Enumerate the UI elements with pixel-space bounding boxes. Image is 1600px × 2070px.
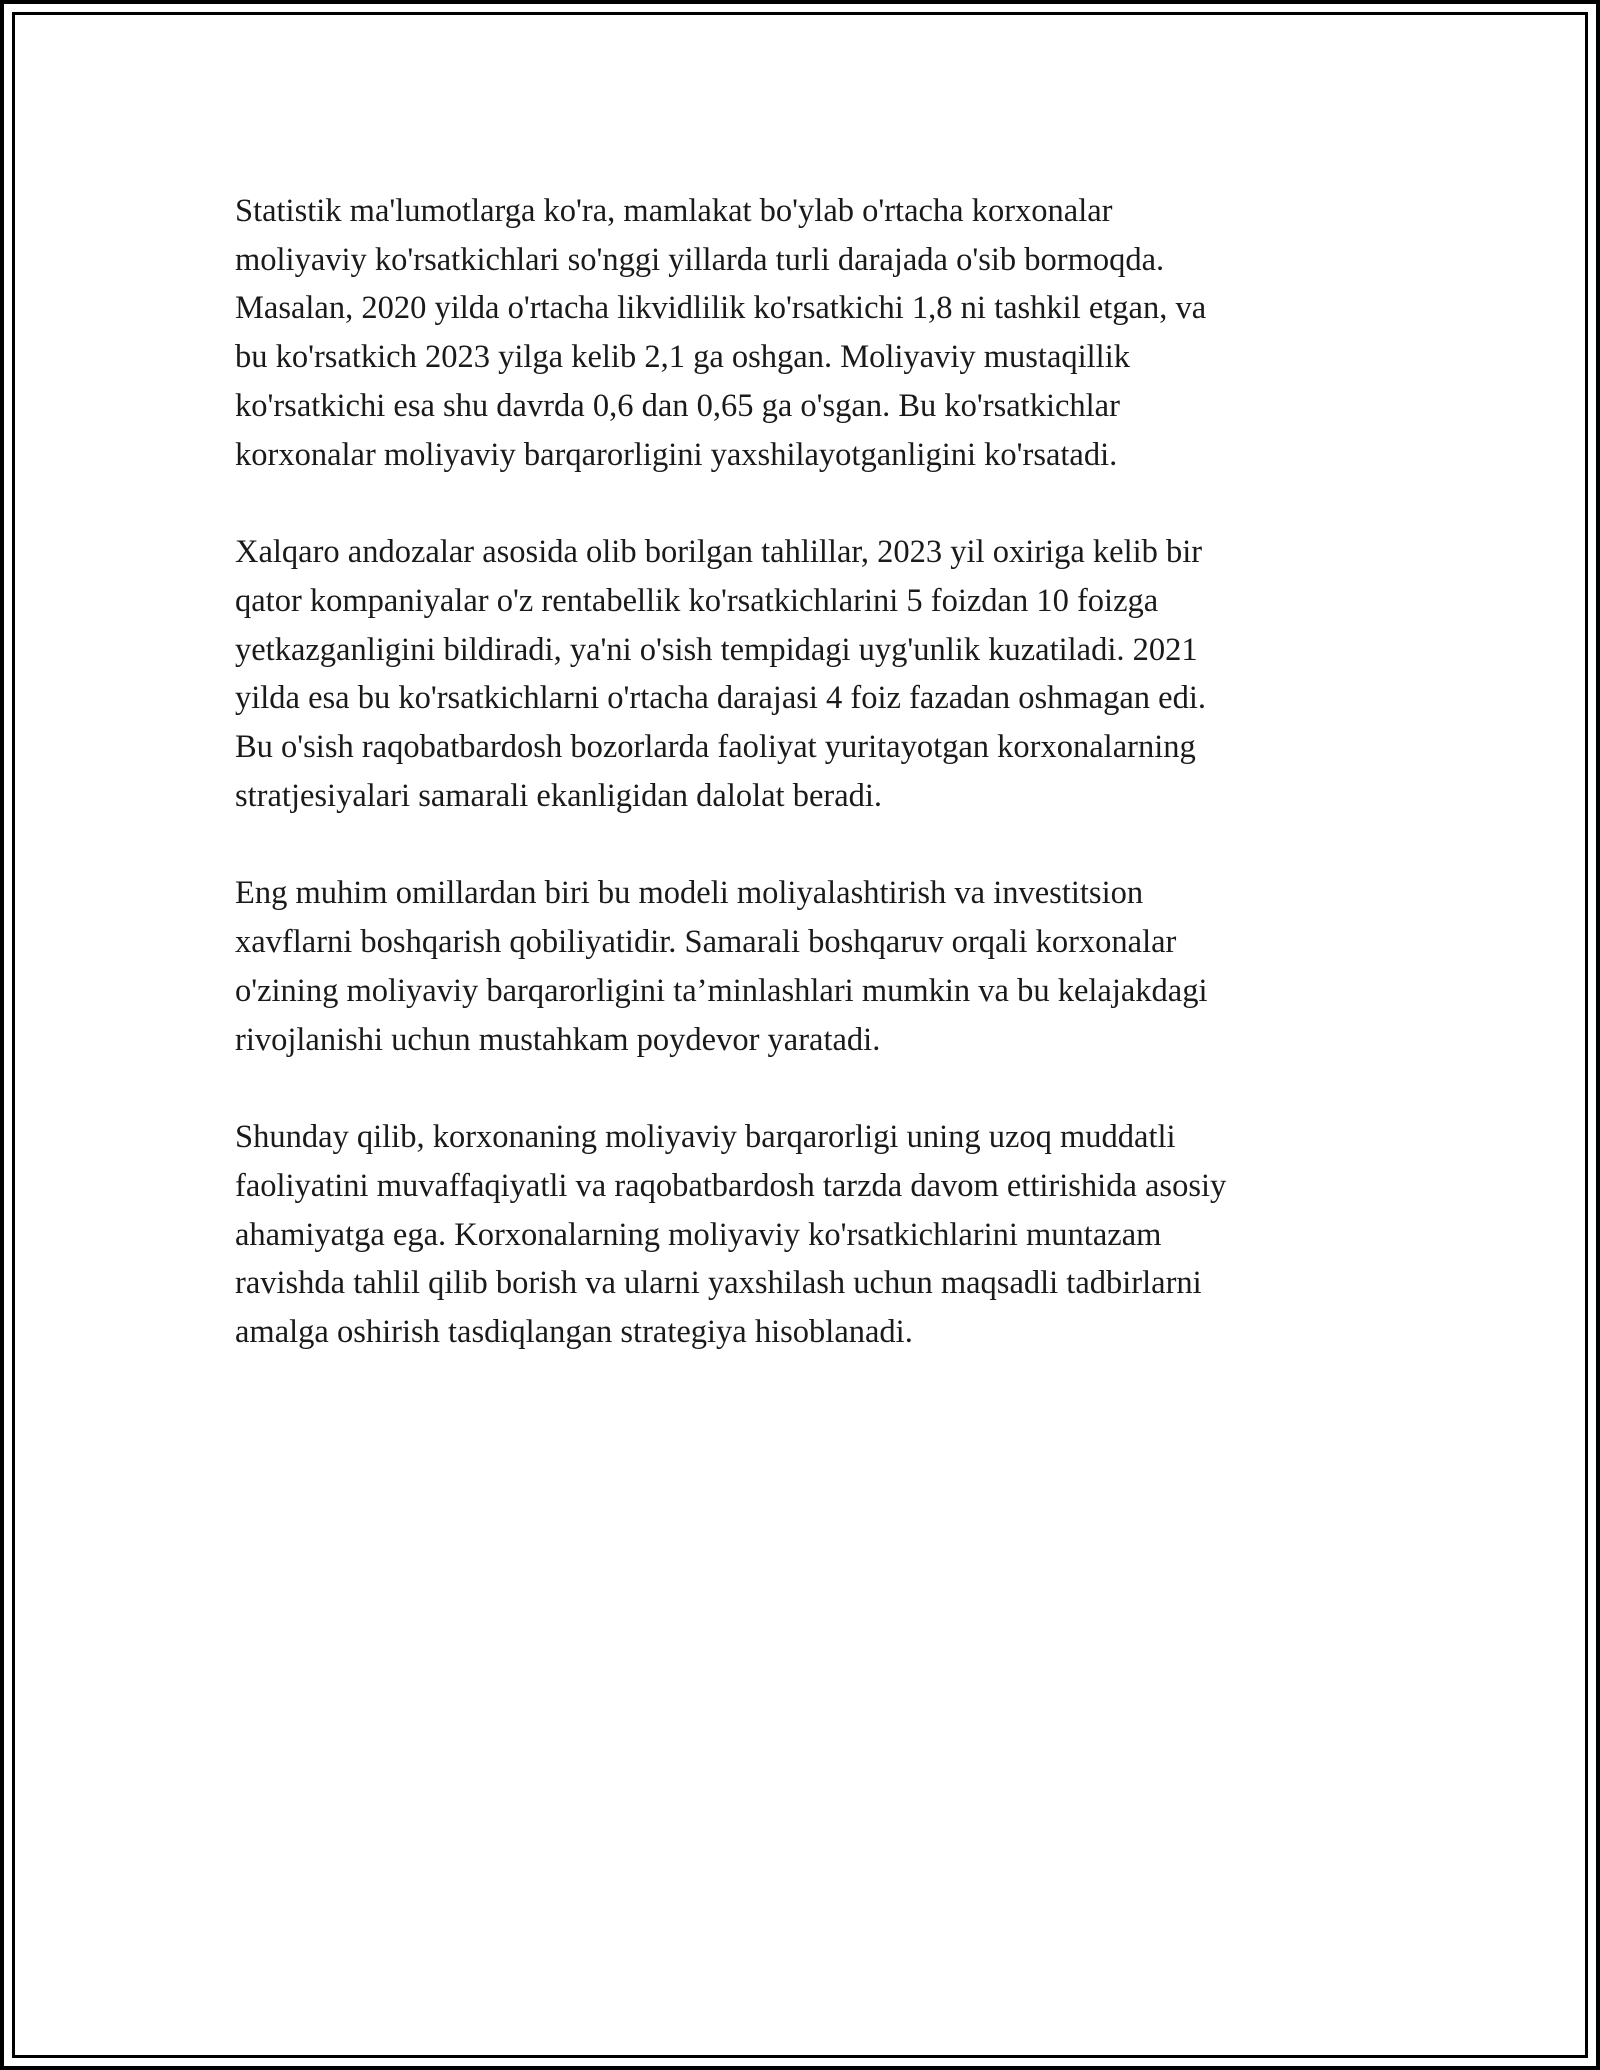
text-line: bu ko'rsatkich 2023 yilga kelib 2,1 ga oshgan. Moliyaviy mustaqillik	[235, 339, 1130, 376]
text-line: ravishda tahlil qilib borish va ularni yaxshilash uchun maqsadli tadbirlarni	[235, 1265, 1202, 1302]
text-line: xavflarni boshqarish qobiliyatidir. Samarali boshqaruv orqali korxonalar	[235, 924, 1177, 961]
text-line: Eng muhim omillardan biri bu modeli moliyalashtirish va investitsion	[235, 875, 1144, 912]
text-line: ahamiyatga ega. Korxonalarning moliyaviy ko'rsatkichlarini muntazam	[235, 1216, 1162, 1253]
paragraph-2	[235, 528, 1375, 820]
paragraph-4	[235, 1113, 1375, 1357]
text-line: ko'rsatkichi esa shu davrda 0,6 dan 0,65 ga o'sgan. Bu ko'rsatkichlar	[235, 387, 1120, 424]
text-line: Shunday qilib, korxonaning moliyaviy barqarorligi uning uzoq muddatli	[235, 1119, 1176, 1156]
text-line: yilda esa bu ko'rsatkichlarni o'rtacha darajasi 4 foiz fazadan oshmagan edi.	[235, 680, 1206, 717]
text-line: Masalan, 2020 yilda o'rtacha likvidlilik ko'rsatkichi 1,8 ni tashkil etgan, va	[235, 290, 1207, 327]
text-line: Statistik ma'lumotlarga ko'ra, mamlakat bo'ylab o'rtacha korxonalar	[235, 193, 1113, 229]
text-line: o'zining moliyaviy barqarorligini ta’minlashlari mumkin va bu kelajakdagi	[235, 972, 1208, 1009]
text-line: stratjesiyalari samarali ekanligidan dalolat beradi.	[235, 777, 883, 814]
paragraph-3	[235, 869, 1375, 1064]
text-line: moliyaviy ko'rsatkichlari so'nggi yillarda turli darajada o'sib bormoqda.	[235, 241, 1165, 278]
text-line: yetkazganligini bildiradi, ya'ni o'sish tempidagi uyg'unlik kuzatiladi. 2021	[235, 631, 1198, 668]
text-line: Xalqaro andozalar asosida olib borilgan tahlillar, 2023 yil oxiriga kelib bir	[235, 534, 1203, 571]
text-line: qator kompaniyalar o'z rentabellik ko'rsatkichlarini 5 foizdan 10 foizga	[235, 582, 1159, 619]
text-line: rivojlanishi uchun mustahkam poydevor yaratadi.	[235, 1021, 881, 1058]
text-line: faoliyatini muvaffaqiyatli va raqobatbardosh tarzda davom ettirishida asosiy	[235, 1167, 1227, 1204]
paragraph-1	[235, 187, 1375, 479]
text-line: Bu o'sish raqobatbardosh bozorlarda faoliyat yuritayotgan korxonalarning	[235, 729, 1196, 766]
document-body	[235, 187, 1375, 1406]
text-line: amalga oshirish tasdiqlangan strategiya hisoblanadi.	[235, 1314, 913, 1351]
text-line: korxonalar moliyaviy barqarorligini yaxshilayotganligini ko'rsatadi.	[235, 436, 1118, 473]
